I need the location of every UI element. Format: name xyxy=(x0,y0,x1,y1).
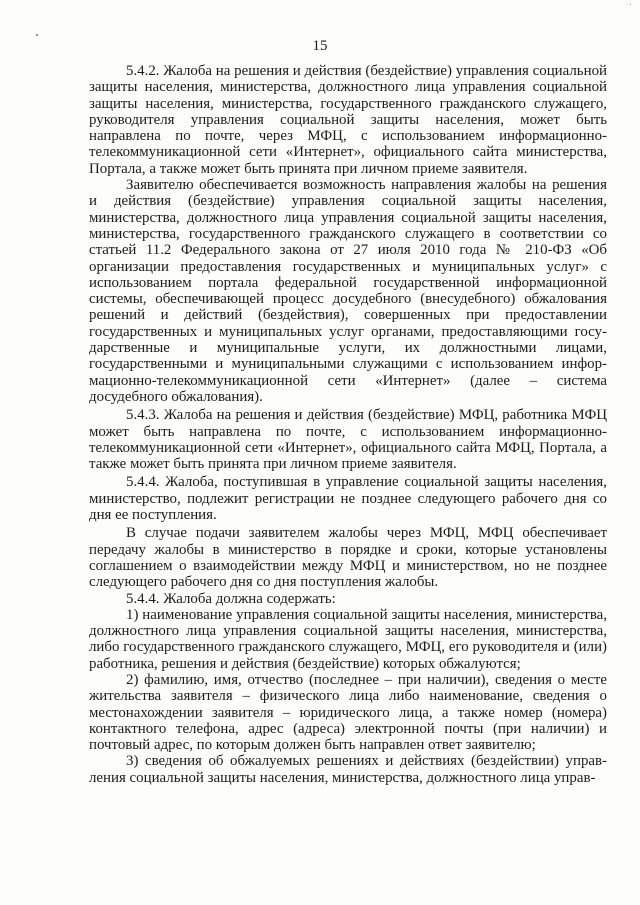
list-item-1: 1) наименование управления социальной защиты населения, министерства, должностного лица управления социальной защиты населения, министерства, либо государственного гражданского служащего, МФЦ, его руководителя и (или) работника, решения и действия (бездействие) которых обжалуются; xyxy=(89,606,607,672)
paragraph-mfc-submission: В случае подачи заявителем жалобы через МФЦ, МФЦ обеспечивает передачу жалобы в министерство в порядке и сроки, которые установлены соглашением о взаимодействии между МФЦ и министерством, но не позднее следующего рабочего дня со дня поступления жалобы. xyxy=(89,525,607,591)
paragraph-5-4-4-registration: 5.4.4. Жалоба, поступившая в управление социальной защиты населения, министерство, подлежит регистрации не позднее следующего рабочего дня со дня ее поступления. xyxy=(89,474,607,524)
list-item-3: 3) сведения об обжалуемых решениях и действиях (бездействии) управления социальной защиты населения, министерства, должностного лица управ- xyxy=(89,753,607,786)
paragraph-5-4-3: 5.4.3. Жалоба на решения и действия (бездействие) МФЦ, работника МФЦ может быть направлена по почте, с использованием информационно-телекоммуникационной сети «Интернет», официального сайта МФЦ, Портала, а также может быть принята при личном приеме заявителя. xyxy=(89,407,607,473)
list-item-2: 2) фамилию, имя, отчество (последнее – при наличии), сведения о месте жительства заявителя – физического лица либо наименование, сведения о местонахождении заявителя – юридического лица, а также номер (номера) контактного телефона, адрес (адреса) электронной почты (при наличии) и почтовый адрес, по которым должен быть направлен ответ заявителю; xyxy=(89,671,607,754)
paragraph-5-4-4-content: 5.4.4. Жалоба должна содержать: xyxy=(126,590,336,607)
paragraph-5-4-2: 5.4.2. Жалоба на решения и действия (бездействие) управления социальной защиты населения, министерства, должностного лица управления социальной защиты населения, министерства, государственного гражданского служащего, руководителя управления социальной защиты населения, может быть направлена по почте, через МФЦ, с использованием информационно-телекоммуникационной сети «Интернет», официального сайта министерства, Портала, а также может быть принята при личном приеме заявителя. xyxy=(89,63,607,177)
page-number: 15 xyxy=(312,38,328,54)
scan-speck xyxy=(36,34,38,36)
scan-speck xyxy=(630,4,631,5)
document-body xyxy=(89,63,607,786)
paragraph-appeal-system: Заявителю обеспечивается возможность направления жалобы на решения и действия (бездействие) управления социальной защиты населения, министерства, должностного лица управления социальной защиты населения, министерства, государственного гражданского служащего в соответствии со статьей 11.2 Федерального закона от 27 июля 2010 года № 210-ФЗ «Об организации предоставления государственных и муниципальных услуг» с использованием портала федеральной государственной информационной системы, обеспечивающей процесс досудебного (внесудебного) обжалования решений и действий (бездействия), совершенных при предоставлении государственных и муниципальных услуг органами, предоставляющими государственные и муниципальные услуги, их должностными лицами, государственными и муниципальными служащими с использованием информационно-телекоммуникационной сети «Интернет» (далее – система досудебного обжалования). xyxy=(89,177,607,405)
